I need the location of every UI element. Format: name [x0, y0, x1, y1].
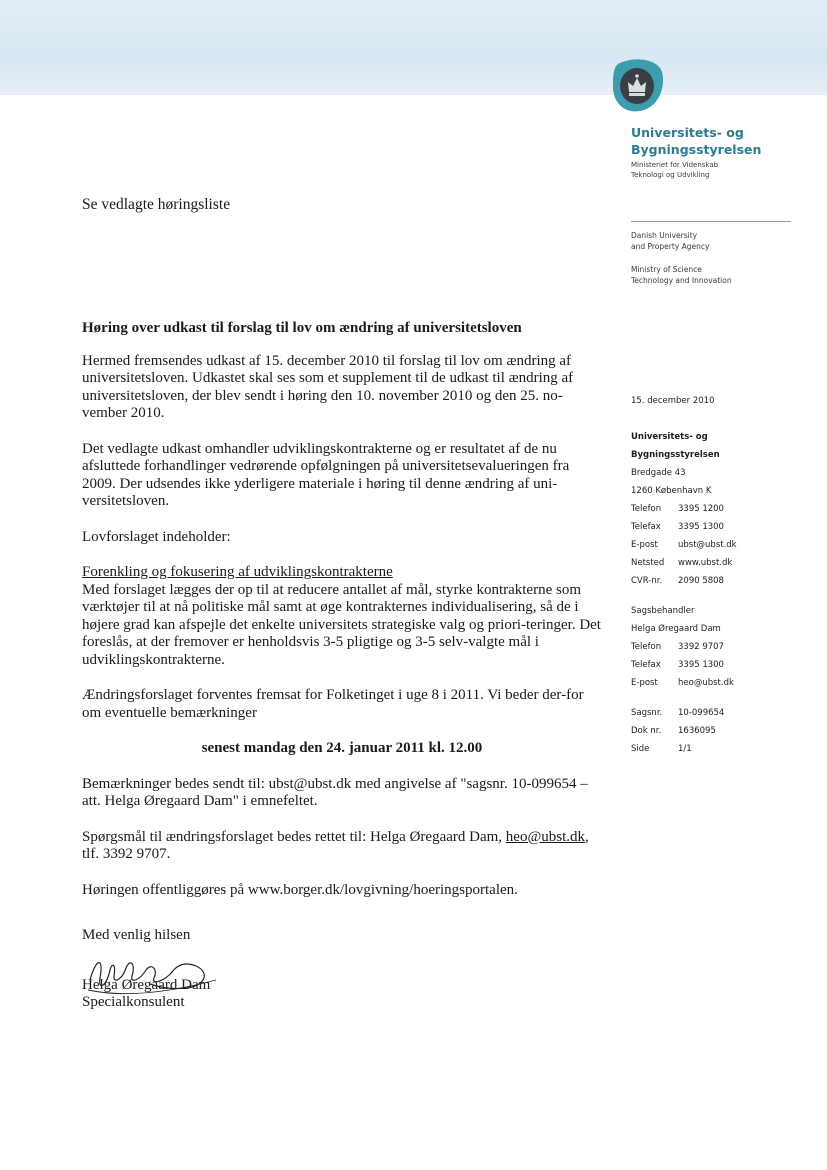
paragraph-intro: Hermed fremsendes udkast af 15. december 2010 til forslag til lov om ændring af universitetsloven. Udkastet skal ses som et supplement til de udkast til ændring af universitetsloven, der blev sendt i høring den 10. november 2010 og den 25. no-vember 2010.: [82, 352, 574, 421]
case-value: 1/1: [678, 744, 692, 754]
case-value: 1636095: [678, 726, 716, 736]
letter-date: 15. december 2010: [631, 396, 715, 406]
contact-value: 2090 5808: [678, 576, 724, 586]
email-link[interactable]: heo@ubst.dk: [505, 828, 586, 845]
closing: Med venlig hilsen: [82, 927, 191, 943]
signer-name: Helga Øregaard Dam: [82, 976, 211, 993]
case-label: Dok nr.: [631, 726, 662, 736]
crown-logo-icon: [608, 56, 666, 114]
paragraph-publication: Høringen offentliggøres på www.borger.dk/lovgivning/hoeringsportalen.: [82, 881, 518, 898]
questions-phone: , tlf. 3392 9707.: [82, 828, 589, 862]
sidebar-info: [631, 392, 811, 758]
handler-email[interactable]: heo@ubst.dk: [678, 678, 734, 688]
contact-label: E-post: [631, 540, 658, 550]
english-ministry: [631, 264, 821, 286]
contact-value: 3395 1200: [678, 504, 724, 514]
contact-value: 3395 1300: [678, 522, 724, 532]
ministry-line-1: Ministeriet for Videnskab: [631, 161, 719, 169]
case-row: [631, 740, 811, 758]
paragraph-content: Det vedlagte udkast omhandler udviklingskontrakterne og er resultatet af de nu afsluttede forhandlinger vedrørende opfølgningen på universitetsevalueringen fra 2009. Der udsendes ikke yderligere materiale i høring til denne ændring af uni-versitetsloven.: [82, 440, 570, 509]
paragraph-section: [82, 564, 602, 669]
contact-label: Netsted: [631, 558, 665, 568]
city-address: 1260 København K: [631, 486, 712, 496]
handler-row: [631, 638, 811, 656]
handler-label: Sagsbehandler: [631, 606, 695, 616]
see-list-note: Se vedlagte høringsliste: [82, 196, 231, 213]
handler-contact-label: Telefon: [631, 642, 662, 652]
handler-row: [631, 674, 811, 692]
contact-website[interactable]: www.ubst.dk: [678, 558, 733, 568]
handler-contact-value: 3392 9707: [678, 642, 724, 652]
agency-name: Universitets- og Bygningsstyrelsen: [631, 125, 762, 157]
english-ministry-line-2: Technology and Innovation: [631, 276, 732, 285]
contact-row: [631, 518, 811, 536]
street-address: Bredgade 43: [631, 468, 686, 478]
handler-contact-label: Telefax: [631, 660, 661, 670]
english-agency: [631, 230, 821, 252]
section-subheading: Forenkling og fokusering af udviklingskontrakterne: [82, 564, 393, 580]
org-line-2: Bygningsstyrelsen: [631, 450, 720, 460]
handler-contact-label: E-post: [631, 678, 658, 688]
paragraph-comments: Bemærkninger bedes sendt til: ubst@ubst.dk med angivelse af "sagsnr. 10-099654 – att. Helga Øregaard Dam" i emnefeltet.: [82, 775, 588, 809]
case-label: Sagsnr.: [631, 708, 663, 718]
questions-text: Spørgsmål til ændringsforslaget bedes rettet til: Helga Øregaard Dam,: [82, 828, 506, 845]
contact-email[interactable]: ubst@ubst.dk: [678, 540, 737, 550]
handler-contact-value: 3395 1300: [678, 660, 724, 670]
paragraph-questions: [82, 829, 602, 864]
section-text: Med forslaget lægges der op til at reducere antallet af mål, styrke kontrakterne som værktøjer til at nå politiske mål samt at øge kontrakternes individualisering, så de i højere grad kan afspejle det enkelte universitets strategiske valg og priori-teringer. Det foreslås, at der fremover er henholdsvis 3-5 pligtige og 3-5 selv-valgte mål i udviklingskontrakterne.: [82, 581, 601, 668]
handler-name: Helga Øregaard Dam: [631, 624, 721, 634]
english-agency-line-1: Danish University: [631, 231, 698, 240]
paragraph-contains: Lovforslaget indeholder:: [82, 528, 231, 545]
english-agency-line-2: and Property Agency: [631, 242, 710, 251]
case-label: Side: [631, 744, 650, 754]
paragraph-expected: Ændringsforslaget forventes fremsat for Folketinget i uge 8 i 2011. Vi beder der-for om eventuelle bemærkninger: [82, 687, 584, 721]
org-line-1: Universitets- og: [631, 432, 708, 442]
contact-row: [631, 554, 811, 572]
contact-label: Telefon: [631, 504, 662, 514]
english-ministry-line-1: Ministry of Science: [631, 265, 702, 274]
handler-row: [631, 656, 811, 674]
case-value: 10-099654: [678, 708, 725, 718]
header-band: [0, 0, 827, 95]
case-row: [631, 704, 811, 722]
ministry-line-2: Teknologi og Udvikling: [631, 171, 710, 179]
letter-title: Høring over udkast til forslag til lov om ændring af universitetsloven: [82, 320, 522, 336]
contact-row: [631, 536, 811, 554]
contact-row: [631, 500, 811, 518]
contact-label: Telefax: [631, 522, 661, 532]
signer-title: Specialkonsulent: [82, 994, 185, 1010]
deadline: senest mandag den 24. januar 2011 kl. 12.00: [201, 740, 483, 756]
contact-row: [631, 572, 811, 590]
contact-label: CVR-nr.: [631, 576, 663, 586]
letter-body: [82, 320, 602, 1012]
handwritten-signature: [86, 950, 226, 1005]
ministry-name: [631, 160, 821, 180]
case-row: [631, 722, 811, 740]
sidebar-divider: [631, 221, 791, 222]
